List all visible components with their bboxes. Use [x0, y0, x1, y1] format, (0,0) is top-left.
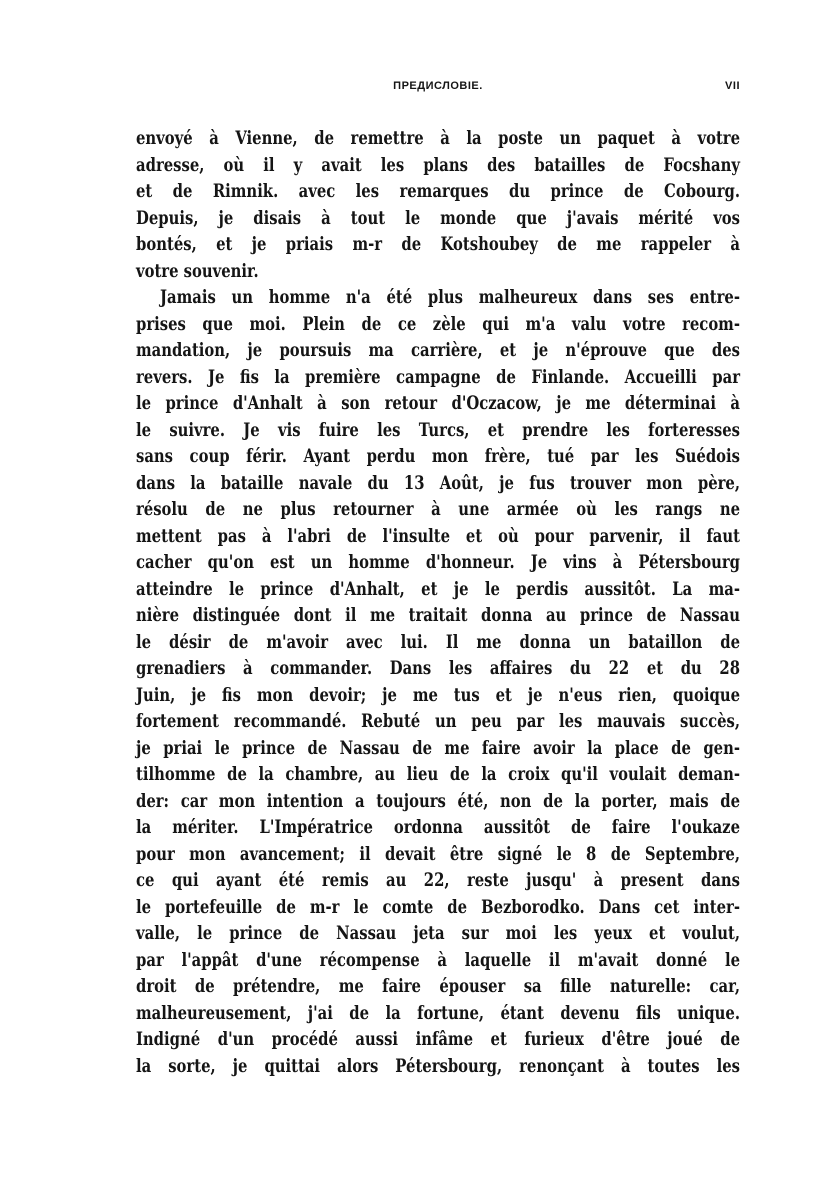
text-line: grenadiers à commander. Dans les affaires du 22 et du 28	[136, 658, 740, 679]
text-line: sans coup férir. Ayant perdu mon frère, tué par les Suédois	[136, 446, 740, 467]
text-line: dans la bataille navale du 13 Août, je fus trouver mon père,	[136, 472, 740, 494]
text-line: la sorte, je quittai alors Pétersbourg, renonçant à toutes les	[136, 1055, 740, 1077]
running-title: ПРЕДИСЛОВІЕ.	[393, 80, 483, 92]
text-line: mandation, je poursuis ma carrière, et je n'éprouve que des	[136, 340, 740, 361]
text-line: nière distinguée dont il me traitait donna au prince de Nassau	[136, 605, 740, 626]
text-line: adresse, où il y avait les plans des batailles de Focshany	[136, 154, 740, 176]
text-line: envoyé à Vienne, de remettre à la poste un paquet à votre	[136, 128, 740, 149]
text-line: mettent pas à l'abri de l'insulte et où pour parvenir, il faut	[136, 525, 740, 547]
text-line: pour mon avancement; il devait être signé le 8 de Septembre,	[136, 843, 740, 865]
body-text	[136, 126, 740, 1080]
text-line: le suivre. Je vis fuire les Turcs, et prendre les forteresses	[136, 419, 740, 441]
text-line: droit de prétendre, me faire épouser sa fille naturelle: car,	[136, 976, 740, 997]
text-line: résolu de ne plus retourner à une armée où les rangs ne	[136, 499, 740, 520]
text-line: valle, le prince de Nassau jeta sur moi les yeux et voulut,	[136, 923, 740, 944]
text-line: et de Rimnik. avec les remarques du prince de Cobourg.	[136, 181, 740, 202]
page-number: VII	[725, 80, 740, 92]
text-line: fortement recommandé. Rebuté un peu par les mauvais succès,	[136, 711, 740, 732]
text-line: Juin, je fis mon devoir; je me tus et je n'eus rien, quoique	[136, 684, 740, 706]
text-line: le prince d'Anhalt à son retour d'Oczacow, je me déterminai à	[136, 393, 740, 414]
text-line: votre souvenir.	[136, 260, 259, 282]
paragraph-start-line: Jamais un homme n'a été plus malheureux dans ses entre-	[160, 287, 740, 308]
text-line: le portefeuille de m-r le comte de Bezborodko. Dans cet inter-	[136, 896, 740, 918]
text-line: par l'appât d'une récompense à laquelle il m'avait donné le	[136, 949, 740, 971]
running-header	[136, 80, 740, 100]
text-line: le désir de m'avoir avec lui. Il me donna un bataillon de	[136, 631, 740, 653]
text-line: bontés, et je priais m-r de Kotshoubey de me rappeler à	[136, 234, 740, 255]
text-line: prises que moi. Plein de ce zèle qui m'a valu votre recom-	[136, 313, 740, 335]
text-line: la mériter. L'Impératrice ordonna aussitôt de faire l'oukaze	[136, 817, 740, 838]
text-line: Indigné d'un procédé aussi infâme et furieux d'être joué de	[136, 1029, 740, 1050]
text-line: der: car mon intention a toujours été, non de la porter, mais de	[136, 790, 740, 812]
text-line: Depuis, je disais à tout le monde que j'avais mérité vos	[136, 207, 740, 229]
text-line: malheureusement, j'ai de la fortune, étant devenu fils unique.	[136, 1002, 740, 1024]
text-line: revers. Je fis la première campagne de Finlande. Accueilli par	[136, 366, 740, 388]
text-line: je priai le prince de Nassau de me faire avoir la place de gen-	[136, 737, 740, 759]
text-line: atteindre le prince d'Anhalt, et je le perdis aussitôt. La ma-	[136, 578, 740, 600]
text-line: cacher qu'on est un homme d'honneur. Je vins à Pétersbourg	[136, 552, 740, 573]
text-line: ce qui ayant été remis au 22, reste jusqu' à present dans	[136, 870, 740, 891]
text-line: tilhomme de la chambre, au lieu de la croix qu'il voulait deman-	[136, 764, 740, 785]
